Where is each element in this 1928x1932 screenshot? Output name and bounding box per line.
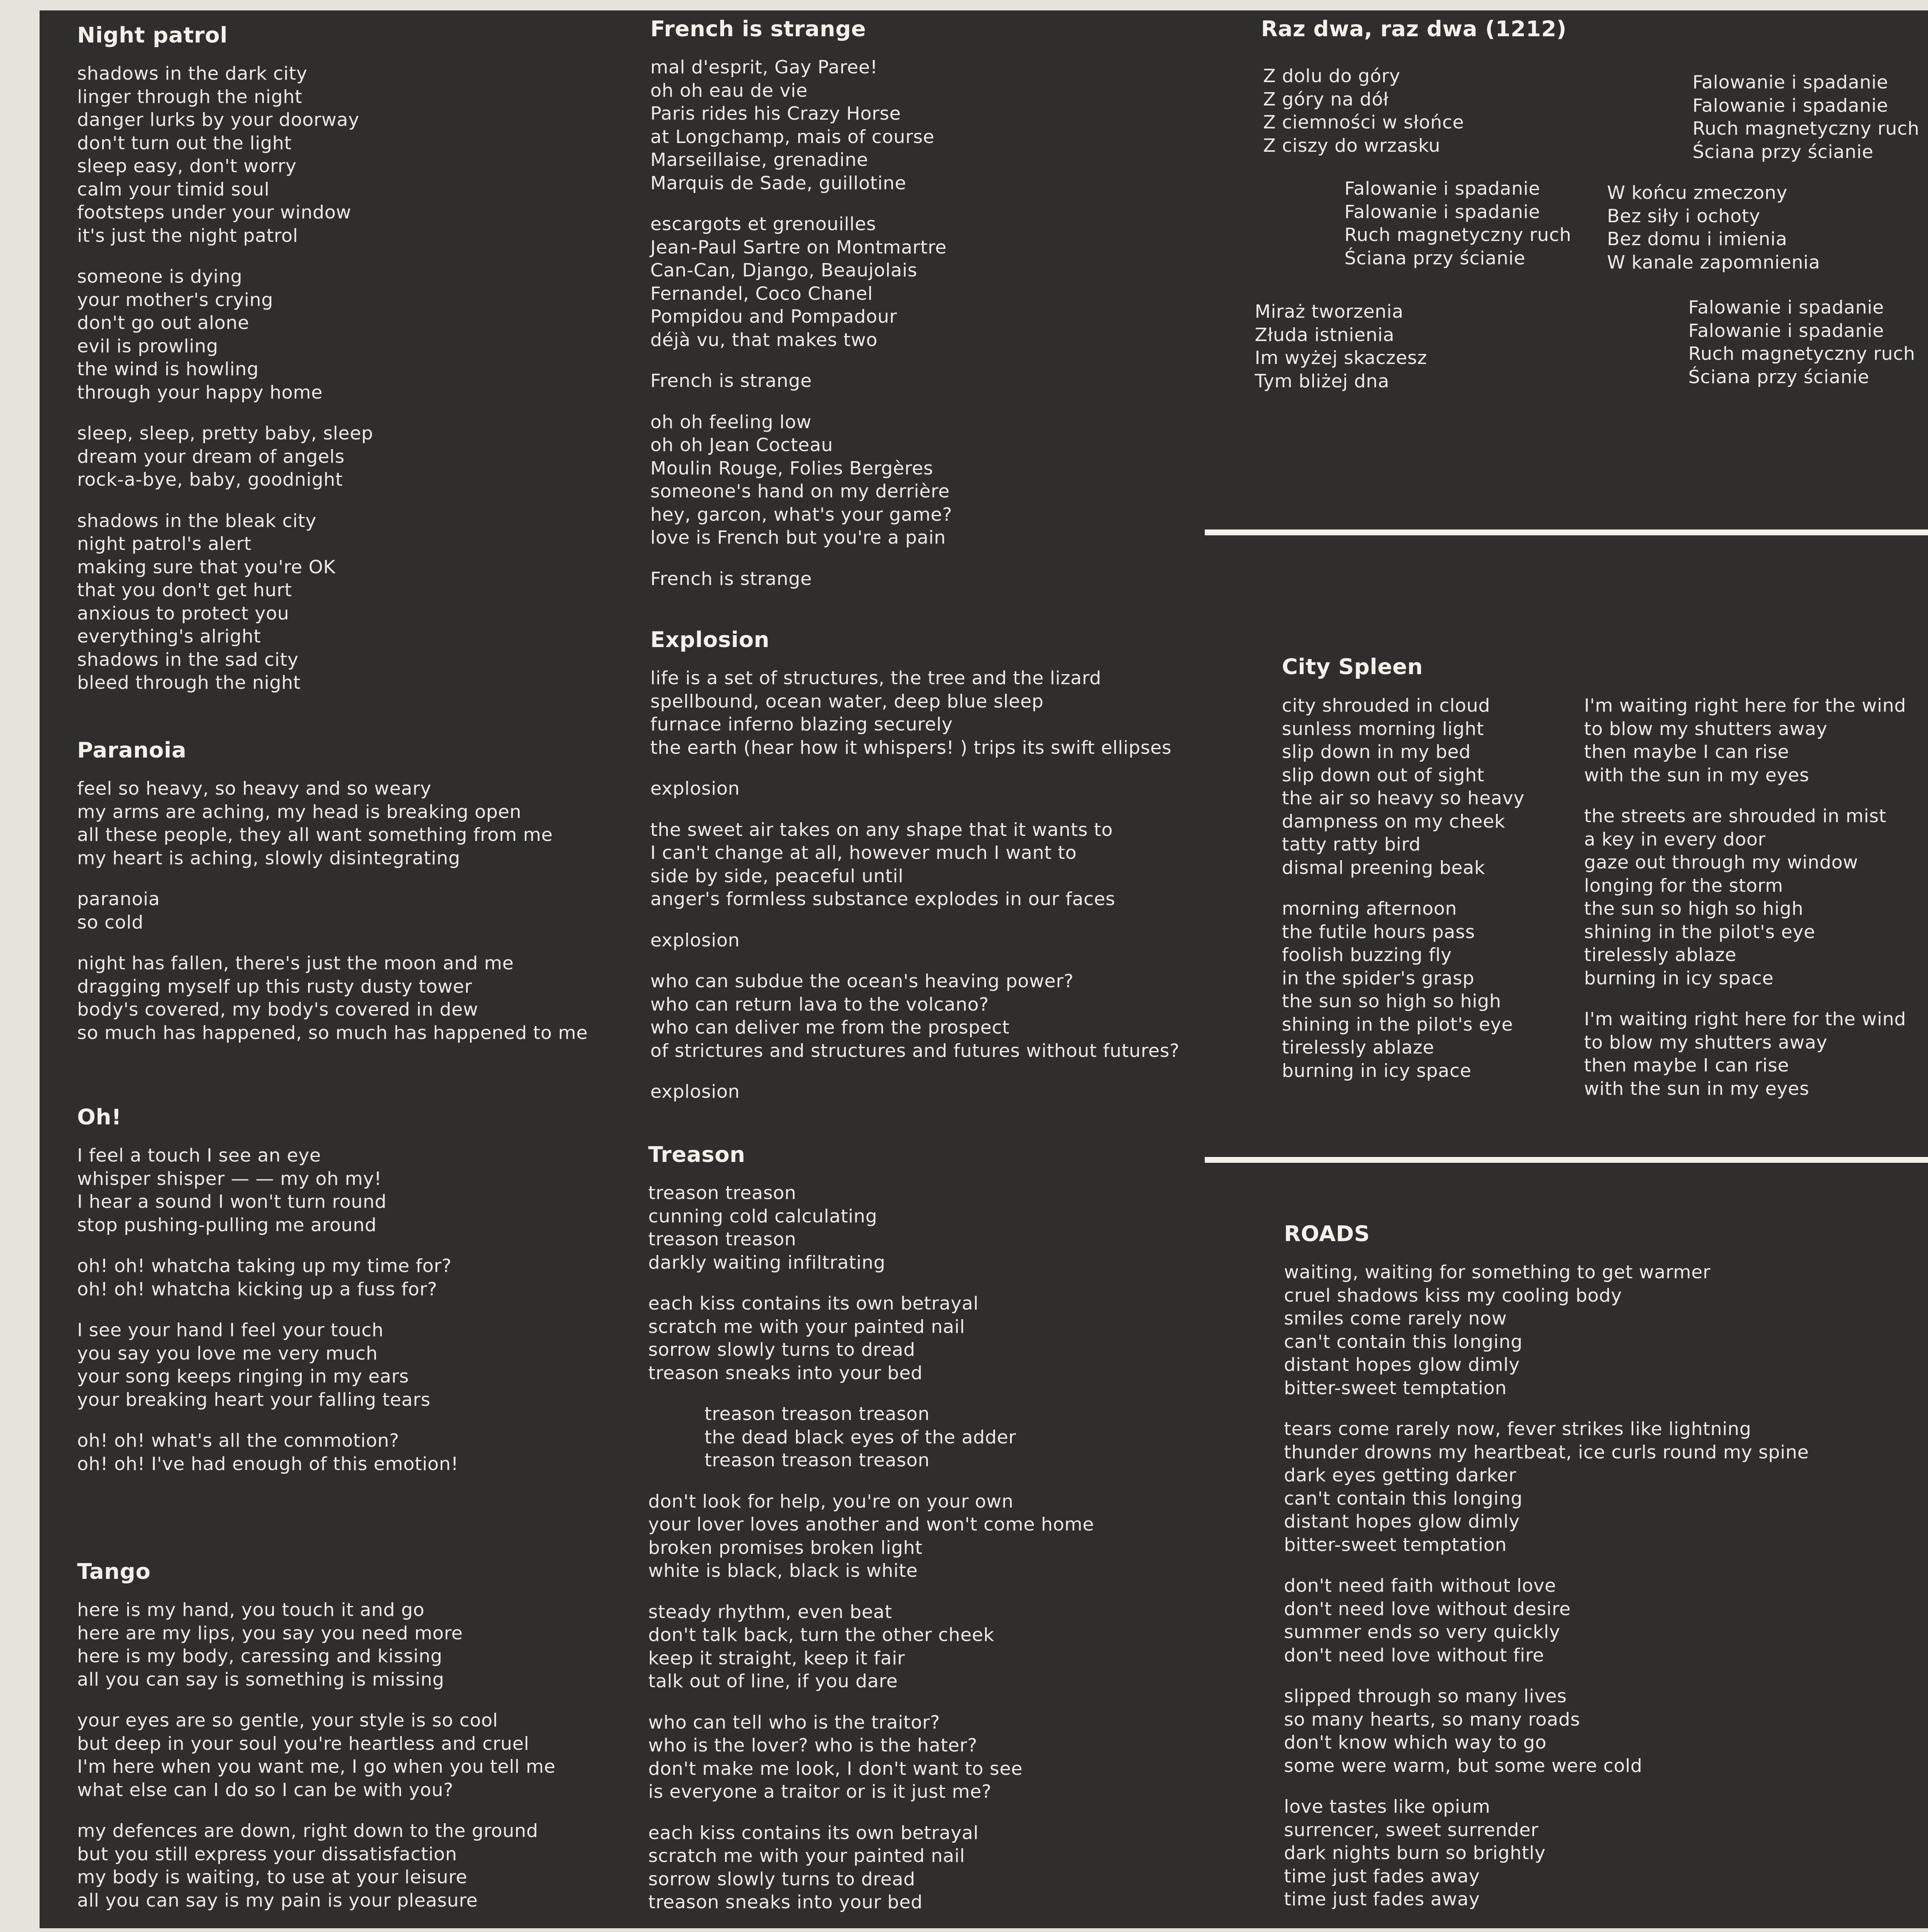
lyric-line: French is strange bbox=[650, 370, 812, 391]
stanza bbox=[650, 411, 952, 549]
lyric-line: don't know which way to go bbox=[1284, 1732, 1547, 1753]
lyric-line: don't talk back, turn the other cheek bbox=[648, 1624, 995, 1646]
lyric-line: explosion bbox=[650, 929, 740, 951]
lyric-line: oh oh feeling low bbox=[650, 411, 812, 433]
lyric-line: dampness on my cheek bbox=[1282, 810, 1505, 832]
lyric-line: through your happy home bbox=[77, 381, 323, 403]
song-oh bbox=[77, 1105, 459, 1493]
lyric-line: calm your timid soul bbox=[77, 178, 270, 200]
lyric-line: with the sun in my eyes bbox=[1584, 764, 1810, 786]
lyric-line: to blow my shutters away bbox=[1584, 718, 1828, 740]
lyric-line: your lover loves another and won't come home bbox=[648, 1514, 1094, 1535]
lyric-line: bitter-sweet temptation bbox=[1284, 1377, 1507, 1399]
lyric-line: it's just the night patrol bbox=[77, 225, 298, 246]
lyric-line: surrencer, sweet surrender bbox=[1284, 1819, 1539, 1841]
lyric-line: I'm waiting right here for the wind bbox=[1584, 1009, 1906, 1030]
stanza bbox=[650, 929, 1180, 952]
lyric-line: Paris rides his Crazy Horse bbox=[650, 103, 901, 124]
lyric-line: that you don't get hurt bbox=[77, 580, 292, 601]
stanza bbox=[77, 422, 373, 492]
lyric-line: sorrow slowly turns to dread bbox=[648, 1868, 915, 1890]
song-title: Treason bbox=[648, 1142, 745, 1167]
lyric-line: time just fades away bbox=[1284, 1889, 1480, 1910]
lyric-line: the air so heavy so heavy bbox=[1282, 788, 1525, 809]
lyric-line: some were warm, but some were cold bbox=[1284, 1755, 1642, 1776]
lyric-line: so many hearts, so many roads bbox=[1284, 1709, 1580, 1730]
lyric-line: Moulin Rouge, Folies Bergères bbox=[650, 457, 933, 479]
lyric-line: dream your dream of angels bbox=[77, 446, 345, 467]
stanza bbox=[1284, 1261, 1809, 1400]
stanza bbox=[1584, 805, 1906, 990]
lyric-line: who can subdue the ocean's heaving power? bbox=[650, 971, 1074, 992]
lyric-line: the dead black eyes of the adder bbox=[705, 1426, 1016, 1448]
lyric-line: keep it straight, keep it fair bbox=[648, 1647, 905, 1669]
lyric-line: longing for the storm bbox=[1584, 875, 1783, 896]
lyric-line: body's covered, my body's covered in dew bbox=[77, 999, 479, 1020]
lyric-line: foolish buzzing fly bbox=[1282, 944, 1452, 966]
stanza bbox=[77, 1819, 556, 1912]
lyric-line: treason treason bbox=[648, 1229, 797, 1250]
song-title: Oh! bbox=[77, 1105, 122, 1130]
lyric-line: love tastes like opium bbox=[1284, 1796, 1491, 1817]
lyric-line: W kanale zapomnienia bbox=[1607, 251, 1820, 273]
lyric-line: slipped through so many lives bbox=[1284, 1686, 1567, 1707]
stanza bbox=[77, 509, 373, 695]
lyric-line: my body is waiting, to use at your leisure bbox=[77, 1867, 468, 1888]
lyric-line: dismal preening beak bbox=[1282, 857, 1485, 878]
lyric-line: Z ciszy do wrzasku bbox=[1263, 135, 1441, 156]
lyric-line: don't need love without desire bbox=[1284, 1598, 1571, 1620]
lyric-line: summer ends so very quickly bbox=[1284, 1621, 1560, 1643]
lyric-line: Ruch magnetyczny ruch bbox=[1688, 343, 1915, 364]
stanza bbox=[648, 1601, 1094, 1693]
lyric-line: burning in icy space bbox=[1282, 1060, 1472, 1081]
lyric-line: so cold bbox=[77, 911, 144, 933]
lyric-line: dragging myself up this rusty dusty tower bbox=[77, 976, 472, 997]
song-treason bbox=[648, 1142, 1094, 1932]
song-title: City Spleen bbox=[1282, 655, 1423, 680]
lyric-line: burning in icy space bbox=[1584, 967, 1774, 989]
lyric-line: all you can say is my pain is your pleasure bbox=[77, 1889, 478, 1911]
lyric-line: Tym bliżej dna bbox=[1255, 370, 1389, 392]
stanza bbox=[77, 265, 373, 404]
lyric-line: my arms are aching, my head is breaking open bbox=[77, 801, 521, 823]
lyric-line: can't contain this longing bbox=[1284, 1488, 1523, 1509]
stanza bbox=[77, 1319, 459, 1411]
stanza bbox=[1282, 897, 1524, 1082]
lyric-line: gaze out through my window bbox=[1584, 852, 1858, 873]
lyric-line: W końcu zmeczony bbox=[1607, 182, 1788, 203]
lyric-line: is everyone a traitor or is it just me? bbox=[648, 1781, 992, 1802]
lyric-line: don't turn out the light bbox=[77, 132, 292, 154]
lyric-line: tears come rarely now, fever strikes like lightning bbox=[1284, 1418, 1752, 1440]
lyric-line: slip down out of sight bbox=[1282, 764, 1484, 786]
song-title: Raz dwa, raz dwa (1212) bbox=[1261, 17, 1567, 42]
lyric-line: Falowanie i spadanie bbox=[1692, 72, 1888, 93]
lyric-line: feel so heavy, so heavy and so weary bbox=[77, 778, 431, 799]
lyric-line: paranoia bbox=[77, 888, 160, 910]
lyric-line: oh oh eau de vie bbox=[650, 80, 808, 101]
lyric-line: but deep in your soul you're heartless and cruel bbox=[77, 1733, 529, 1754]
lyric-line: a key in every door bbox=[1584, 828, 1766, 850]
lyric-line: don't look for help, you're on your own bbox=[648, 1490, 1014, 1512]
lyric-line: Ruch magnetyczny ruch bbox=[1344, 224, 1572, 246]
song-night-patrol bbox=[77, 23, 373, 713]
stanza bbox=[650, 567, 952, 591]
stanza bbox=[650, 1080, 1180, 1104]
lyric-line: Falowanie i spadanie bbox=[1688, 297, 1884, 318]
lyric-line: Marquis de Sade, guillotine bbox=[650, 172, 907, 194]
lyric-line: scratch me with your painted nail bbox=[648, 1845, 965, 1867]
lyric-line: I'm waiting right here for the wind bbox=[1584, 695, 1906, 716]
lyric-line: what else can I do so I can be with you? bbox=[77, 1779, 454, 1801]
lyric-line: in the spider's grasp bbox=[1282, 967, 1474, 989]
lyric-line: morning afternoon bbox=[1282, 898, 1457, 919]
lyric-line: Im wyżej skaczesz bbox=[1255, 347, 1427, 369]
lyric-line: darkly waiting infiltrating bbox=[648, 1252, 886, 1273]
lyric-line: who can tell who is the traitor? bbox=[648, 1711, 940, 1733]
lyric-line: the earth (hear how it whispers! ) trips its swift ellipses bbox=[650, 737, 1172, 758]
stanza bbox=[648, 1490, 1094, 1583]
stanza bbox=[650, 213, 952, 351]
stanza bbox=[705, 1403, 1094, 1472]
lyric-line: making sure that you're OK bbox=[77, 556, 336, 578]
lyric-line: don't need love without fire bbox=[1284, 1644, 1544, 1666]
lyric-line: Z góry na dół bbox=[1263, 88, 1389, 110]
lyric-line: spellbound, ocean water, deep blue sleep bbox=[650, 690, 1044, 712]
lyric-line: can't contain this longing bbox=[1284, 1331, 1523, 1352]
lyric-line: here are my lips, you say you need more bbox=[77, 1622, 463, 1644]
lyric-line: cunning cold calculating bbox=[648, 1205, 878, 1227]
lyric-line: bitter-sweet temptation bbox=[1284, 1534, 1507, 1556]
lyric-line: bleed through the night bbox=[77, 672, 301, 693]
divider-rule bbox=[1205, 529, 1928, 535]
lyric-line: Jean-Paul Sartre on Montmartre bbox=[650, 236, 947, 258]
stanza bbox=[77, 1709, 556, 1802]
raz-dwa-block-5 bbox=[1255, 300, 1427, 393]
lyric-line: French is strange bbox=[650, 568, 812, 590]
lyric-line: Ruch magnetyczny ruch bbox=[1692, 118, 1920, 139]
lyric-line: my defences are down, right down to the ground bbox=[77, 1820, 539, 1842]
lyric-line: anger's formless substance explodes in our faces bbox=[650, 888, 1116, 910]
lyric-line: Miraż tworzenia bbox=[1255, 301, 1404, 322]
lyric-line: oh! oh! whatcha taking up my time for? bbox=[77, 1255, 452, 1277]
lyric-line: you say you love me very much bbox=[77, 1342, 378, 1364]
stanza bbox=[648, 1711, 1094, 1804]
song-title: Night patrol bbox=[77, 23, 228, 48]
stanza bbox=[77, 952, 588, 1044]
stanza bbox=[1284, 1685, 1809, 1777]
lyric-line: furnace inferno blazing securely bbox=[650, 714, 953, 735]
lyric-line: your mother's crying bbox=[77, 289, 273, 311]
lyric-line: tatty ratty bird bbox=[1282, 834, 1421, 855]
lyric-line: the sun so high so high bbox=[1584, 898, 1804, 919]
song-title: French is strange bbox=[650, 17, 866, 42]
lyric-line: treason sneaks into your bed bbox=[648, 1892, 923, 1913]
stanza bbox=[1284, 1418, 1809, 1556]
stanza bbox=[650, 970, 1180, 1062]
lyric-line: the sweet air takes on any shape that it wants to bbox=[650, 819, 1113, 841]
city-spleen-left bbox=[1282, 694, 1524, 1100]
lyric-line: everything's alright bbox=[77, 626, 261, 647]
lyric-line: Z ciemności w słońce bbox=[1263, 112, 1464, 133]
lyric-line: I'm here when you want me, I go when you tell me bbox=[77, 1756, 556, 1777]
stanza bbox=[1282, 694, 1524, 879]
lyric-line: slip down in my bed bbox=[1282, 741, 1471, 763]
lyric-line: Ściana przy ścianie bbox=[1688, 366, 1870, 388]
lyric-line: mal d'esprit, Gay Paree! bbox=[650, 57, 878, 78]
lyric-line: sleep easy, don't worry bbox=[77, 156, 297, 177]
lyric-line: someone is dying bbox=[77, 266, 243, 287]
lyric-line: treason treason treason bbox=[705, 1450, 930, 1471]
lyric-line: thunder drowns my heartbeat, ice curls round my spine bbox=[1284, 1441, 1809, 1463]
stanza bbox=[650, 777, 1180, 800]
lyric-line: shadows in the bleak city bbox=[77, 510, 317, 532]
lyric-line: here is my body, caressing and kissing bbox=[77, 1646, 443, 1667]
lyric-line: so much has happened, so much has happened to me bbox=[77, 1022, 588, 1044]
lyric-line: then maybe I can rise bbox=[1584, 741, 1789, 763]
lyric-line: steady rhythm, even beat bbox=[648, 1601, 893, 1623]
lyric-line: I can't change at all, however much I want to bbox=[650, 842, 1077, 863]
lyric-line: don't need faith without love bbox=[1284, 1575, 1556, 1596]
city-spleen-right bbox=[1584, 694, 1906, 1118]
stanza bbox=[650, 818, 1180, 911]
lyric-line: hey, garcon, what's your game? bbox=[650, 504, 953, 525]
stanza bbox=[648, 1182, 1094, 1274]
lyric-line: shining in the pilot's eye bbox=[1282, 1014, 1513, 1035]
lyric-line: Pompidou and Pompadour bbox=[650, 306, 898, 327]
stanza bbox=[650, 369, 952, 393]
lyric-line: Marseillaise, grenadine bbox=[650, 149, 868, 171]
song-tango bbox=[77, 1559, 556, 1930]
lyric-line: don't go out alone bbox=[77, 312, 249, 334]
lyric-line: dark nights burn so brightly bbox=[1284, 1842, 1546, 1864]
lyric-line: life is a set of structures, the tree and the lizard bbox=[650, 667, 1101, 689]
raz-dwa-block-6 bbox=[1688, 296, 1915, 389]
lyric-line: explosion bbox=[650, 778, 740, 799]
song-explosion bbox=[650, 627, 1180, 1122]
lyric-line: I hear a sound I won't turn round bbox=[77, 1191, 387, 1212]
lyric-line: shadows in the dark city bbox=[77, 63, 308, 84]
stanza bbox=[1284, 1574, 1809, 1667]
lyric-line: then maybe I can rise bbox=[1584, 1055, 1789, 1076]
lyric-line: at Longchamp, mais of course bbox=[650, 126, 935, 148]
lyric-line: don't make me look, I don't want to see bbox=[648, 1758, 1023, 1779]
lyric-line: rock-a-bye, baby, goodnight bbox=[77, 469, 343, 490]
raz-dwa-block-2 bbox=[1344, 177, 1571, 270]
lyric-line: someone's hand on my derrière bbox=[650, 481, 950, 502]
stanza bbox=[648, 1822, 1094, 1914]
lyric-line: but you still express your dissatisfaction bbox=[77, 1843, 457, 1865]
lyric-line: the futile hours pass bbox=[1282, 921, 1475, 943]
song-french-is-strange bbox=[650, 17, 952, 608]
lyric-line: night has fallen, there's just the moon and me bbox=[77, 953, 514, 974]
lyric-line: smiles come rarely now bbox=[1284, 1308, 1507, 1329]
song-title: Tango bbox=[77, 1559, 151, 1584]
lyric-line: I feel a touch I see an eye bbox=[77, 1145, 321, 1166]
lyric-line: oh! oh! whatcha kicking up a fuss for? bbox=[77, 1278, 437, 1300]
stanza bbox=[648, 1292, 1094, 1385]
lyric-line: who is the lover? who is the hater? bbox=[648, 1735, 978, 1756]
lyric-line: dark eyes getting darker bbox=[1284, 1465, 1517, 1486]
lyric-line: sorrow slowly turns to dread bbox=[648, 1339, 915, 1360]
lyric-line: Falowanie i spadanie bbox=[1692, 95, 1888, 116]
lyric-line: my heart is aching, slowly disintegrating bbox=[77, 847, 461, 869]
song-title: Paranoia bbox=[77, 738, 187, 763]
lyric-line: Fernandel, Coco Chanel bbox=[650, 283, 873, 304]
lyric-line: sunless morning light bbox=[1282, 718, 1484, 740]
stanza bbox=[77, 1429, 459, 1475]
lyric-line: love is French but you're a pain bbox=[650, 527, 946, 548]
lyric-line: Z dolu do góry bbox=[1263, 65, 1401, 87]
lyric-line: of strictures and structures and futures without futures? bbox=[650, 1040, 1180, 1061]
lyric-line: déjà vu, that makes two bbox=[650, 329, 878, 351]
lyric-line: the sun so high so high bbox=[1282, 991, 1502, 1012]
lyric-line: stop pushing-pulling me around bbox=[77, 1214, 377, 1236]
lyric-line: Bez domu i imienia bbox=[1607, 228, 1788, 250]
lyric-line: the wind is howling bbox=[77, 359, 259, 380]
lyric-line: with the sun in my eyes bbox=[1584, 1078, 1810, 1099]
lyric-line: distant hopes glow dimly bbox=[1284, 1511, 1520, 1532]
lyric-line: treason sneaks into your bed bbox=[648, 1362, 923, 1384]
lyric-line: to blow my shutters away bbox=[1584, 1031, 1828, 1053]
lyric-line: Falowanie i spadanie bbox=[1688, 320, 1884, 341]
lyric-line: city shrouded in cloud bbox=[1282, 695, 1490, 716]
lyric-line: your breaking heart your falling tears bbox=[77, 1389, 431, 1410]
lyric-line: cruel shadows kiss my cooling body bbox=[1284, 1285, 1622, 1306]
lyric-line: evil is prowling bbox=[77, 335, 218, 357]
stanza bbox=[77, 62, 373, 247]
lyric-line: Ściana przy ścianie bbox=[1692, 141, 1874, 163]
song-raz-dwa bbox=[1261, 17, 1567, 56]
lyric-line: oh! oh! what's all the commotion? bbox=[77, 1430, 399, 1451]
lyric-sheet bbox=[40, 10, 1928, 1928]
lyric-line: who can return lava to the volcano? bbox=[650, 994, 989, 1015]
song-title: Explosion bbox=[650, 627, 770, 652]
lyric-line: Falowanie i spadanie bbox=[1344, 178, 1540, 199]
lyric-line: each kiss contains its own betrayal bbox=[648, 1822, 979, 1844]
lyric-line: time just fades away bbox=[1284, 1865, 1480, 1887]
song-city-spleen bbox=[1282, 655, 1423, 694]
stanza bbox=[650, 56, 952, 195]
divider-rule bbox=[1205, 1157, 1928, 1163]
lyric-line: Falowanie i spadanie bbox=[1344, 201, 1540, 223]
lyric-line: talk out of line, if you dare bbox=[648, 1671, 898, 1692]
stanza bbox=[77, 888, 588, 934]
lyric-line: who can deliver me from the prospect bbox=[650, 1017, 1010, 1038]
lyric-line: all you can say is something is missing bbox=[77, 1669, 444, 1690]
lyric-line: broken promises broken light bbox=[648, 1537, 923, 1558]
lyric-line: oh! oh! I've had enough of this emotion! bbox=[77, 1453, 459, 1475]
lyric-line: explosion bbox=[650, 1081, 740, 1102]
lyric-line: waiting, waiting for something to get warmer bbox=[1284, 1262, 1711, 1283]
lyric-line: white is black, black is white bbox=[648, 1560, 918, 1581]
lyric-line: danger lurks by your doorway bbox=[77, 109, 359, 130]
lyric-line: I see your hand I feel your touch bbox=[77, 1320, 384, 1341]
lyric-line: oh oh Jean Cocteau bbox=[650, 434, 833, 456]
lyric-line: sleep, sleep, pretty baby, sleep bbox=[77, 423, 374, 444]
lyric-line: all these people, they all want something from me bbox=[77, 824, 553, 846]
lyric-line: tirelessly ablaze bbox=[1584, 944, 1737, 966]
lyric-line: escargots et grenouilles bbox=[650, 213, 876, 235]
lyric-line: Ściana przy ścianie bbox=[1344, 247, 1526, 269]
song-roads bbox=[1284, 1222, 1809, 1929]
lyric-line: tirelessly ablaze bbox=[1282, 1037, 1434, 1058]
lyric-line: linger through the night bbox=[77, 86, 303, 108]
lyric-line: shadows in the sad city bbox=[77, 649, 299, 670]
stanza bbox=[77, 1255, 459, 1301]
lyric-line: scratch me with your painted nail bbox=[648, 1316, 965, 1337]
lyric-line: distant hopes glow dimly bbox=[1284, 1354, 1520, 1375]
lyric-line: your song keeps ringing in my ears bbox=[77, 1366, 409, 1387]
stanza bbox=[77, 777, 588, 870]
stanza bbox=[1584, 694, 1906, 787]
lyric-line: whisper shisper — — my oh my! bbox=[77, 1168, 382, 1189]
stanza bbox=[1584, 1008, 1906, 1100]
stanza bbox=[650, 667, 1180, 759]
lyric-line: treason treason treason bbox=[705, 1403, 930, 1425]
lyric-line: footsteps under your window bbox=[77, 202, 351, 223]
stanza bbox=[77, 1598, 556, 1691]
lyric-line: Can-Can, Django, Beaujolais bbox=[650, 260, 918, 281]
lyric-line: anxious to protect you bbox=[77, 602, 289, 624]
lyric-line: treason treason bbox=[648, 1182, 797, 1204]
lyric-line: side by side, peaceful until bbox=[650, 865, 904, 887]
lyric-line: shining in the pilot's eye bbox=[1584, 921, 1815, 943]
lyric-line: Bez siły i ochoty bbox=[1607, 205, 1760, 227]
lyric-line: your eyes are so gentle, your style is so cool bbox=[77, 1710, 498, 1731]
lyric-line: the streets are shrouded in mist bbox=[1584, 805, 1887, 827]
lyric-line: each kiss contains its own betrayal bbox=[648, 1293, 979, 1314]
stanza bbox=[77, 1144, 459, 1237]
song-title: ROADS bbox=[1284, 1222, 1370, 1247]
raz-dwa-block-3 bbox=[1692, 71, 1919, 163]
lyric-line: night patrol's alert bbox=[77, 533, 252, 555]
lyric-line: Złuda istnienia bbox=[1255, 324, 1395, 346]
raz-dwa-block-4 bbox=[1607, 181, 1820, 274]
raz-dwa-block-1 bbox=[1263, 65, 1464, 157]
song-paranoia bbox=[77, 738, 588, 1062]
stanza bbox=[1284, 1795, 1809, 1911]
lyric-line: here is my hand, you touch it and go bbox=[77, 1599, 425, 1621]
